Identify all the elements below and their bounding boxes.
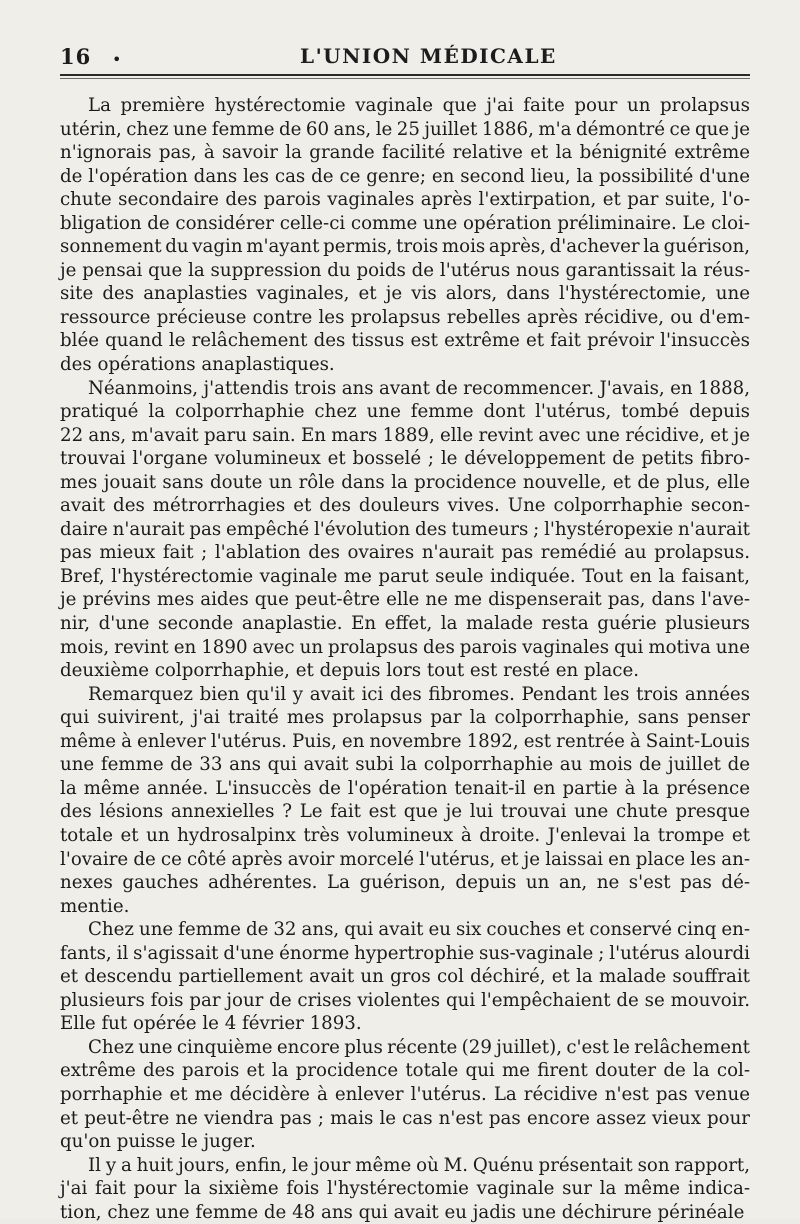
text-line: mois, revint en 1890 avec un prolapsus des parois vaginales qui motiva une bbox=[60, 636, 750, 658]
text-line: ressource précieuse contre les prolapsus rebelles après récidive, ou d'em- bbox=[60, 306, 750, 328]
text-line: Il y a huit jours, enfin, le jour même où M. Quénu présentait son rapport, bbox=[88, 1154, 750, 1176]
paragraph bbox=[60, 94, 750, 377]
paragraph bbox=[60, 918, 750, 1036]
header-rule bbox=[60, 74, 750, 76]
text-line: et descendu partiellement avait un gros col déchiré, et la malade souffrait bbox=[60, 966, 750, 988]
text-line: qui suivirent, j'ai traité mes prolapsus par la colporrhaphie, sans penser bbox=[60, 707, 750, 729]
text-line: des opérations anaplastiques. bbox=[60, 354, 335, 376]
text-line: nir, d'une seconde anaplastie. En effet, la malade resta guérie plusieurs bbox=[60, 613, 750, 635]
text-line: porrhaphie et me décidère à enlever l'utérus. La récidive n'est pas venue bbox=[60, 1083, 750, 1105]
text-line: 22 ans, m'avait paru sain. En mars 1889, elle revint avec une récidive, et je bbox=[60, 424, 750, 446]
paragraph bbox=[60, 683, 750, 918]
text-line: tion, chez une femme de 48 ans qui avait eu jadis une déchirure périnéale bbox=[60, 1201, 745, 1223]
text-line: pratiqué la colporrhaphie chez une femme dont l'utérus, tombé depuis bbox=[60, 401, 750, 423]
body-text bbox=[60, 94, 750, 1224]
page-header bbox=[60, 44, 750, 74]
text-line: sonnement du vagin m'ayant permis, trois mois après, d'achever la guérison, bbox=[60, 236, 750, 258]
text-line: des lésions annexielles ? Le fait est que je lui trouvai une chute presque bbox=[60, 801, 750, 823]
text-line: même à enlever l'utérus. Puis, en novembre 1892, est rentrée à Saint-Louis bbox=[60, 730, 750, 752]
text-line: et peut-être ne viendra pas ; mais le cas n'est pas encore assez vieux pour bbox=[60, 1107, 750, 1129]
text-line: Bref, l'hystérectomie vaginale me parut seule indiquée. Tout en la faisant, bbox=[60, 565, 750, 587]
text-line: plusieurs fois par jour de crises violentes qui l'empêchaient de se mouvoir. bbox=[60, 989, 750, 1011]
text-line: trouvai l'organe volumineux et bosselé ; le développement de petits fibro- bbox=[60, 448, 750, 470]
text-line: avait des métrorrhagies et des douleurs vives. Une colporrhaphie secon- bbox=[60, 495, 750, 517]
text-line: nexes gauches adhérentes. La guérison, depuis un an, ne s'est pas dé- bbox=[60, 872, 750, 894]
text-line: daire n'aurait pas empêché l'évolution des tumeurs ; l'hystéropexie n'aurait bbox=[60, 518, 750, 540]
text-line: site des anaplasties vaginales, et je vis alors, dans l'hystérectomie, une bbox=[60, 283, 750, 305]
text-line: de l'opération dans les cas de ce genre; en second lieu, la possibilité d'une bbox=[60, 165, 750, 187]
text-line: pas mieux fait ; l'ablation des ovaires n'aurait pas remédié au prolapsus. bbox=[60, 542, 750, 564]
text-line: deuxième colporrhaphie, et depuis lors tout est resté en place. bbox=[60, 660, 640, 682]
text-line: Chez une femme de 32 ans, qui avait eu six couches et conservé cinq en- bbox=[88, 919, 750, 941]
text-line: utérin, chez une femme de 60 ans, le 25 juillet 1886, m'a démontré ce que je bbox=[60, 118, 750, 140]
text-line: bligation de considérer celle-ci comme une opération préliminaire. Le cloi- bbox=[60, 212, 750, 234]
paragraph bbox=[60, 377, 750, 683]
paragraph bbox=[60, 1036, 750, 1154]
text-line: totale et un hydrosalpinx très volumineux à droite. J'enlevai la trompe et bbox=[60, 824, 750, 846]
running-head: L'UNION MÉDICALE bbox=[300, 44, 557, 68]
text-line: extrême des parois et la procidence totale qui me firent douter de la col- bbox=[60, 1060, 750, 1082]
text-line: chute secondaire des parois vaginales après l'extirpation, et par suite, l'o- bbox=[60, 189, 750, 211]
page-number: 16 bbox=[60, 44, 92, 69]
text-line: Remarquez bien qu'il y avait ici des fibromes. Pendant les trois années bbox=[88, 683, 750, 705]
header-dot: • bbox=[112, 50, 122, 69]
text-line: La première hystérectomie vaginale que j'ai faite pour un prolapsus bbox=[88, 95, 750, 116]
header-rule-thin bbox=[60, 78, 750, 79]
text-line: la même année. L'insuccès de l'opération tenait-il en partie à la présence bbox=[60, 777, 750, 799]
text-line: mentie. bbox=[60, 895, 130, 917]
text-line: Néanmoins, j'attendis trois ans avant de recommencer. J'avais, en 1888, bbox=[88, 377, 750, 399]
text-line: qu'on puisse le juger. bbox=[60, 1131, 256, 1153]
text-line: Chez une cinquième encore plus récente (29 juillet), c'est le relâchement bbox=[88, 1036, 750, 1058]
text-line: blée quand le relâchement des tissus est extrême et fait prévoir l'insuccès bbox=[60, 330, 750, 352]
text-line: j'ai fait pour la sixième fois l'hystérectomie vaginale sur la même indica- bbox=[60, 1178, 750, 1200]
paragraph bbox=[60, 1154, 750, 1224]
text-line: mes jouait sans doute un rôle dans la procidence nouvelle, et de plus, elle bbox=[60, 471, 750, 493]
text-line: n'ignorais pas, à savoir la grande facilité relative et la bénignité extrême bbox=[60, 142, 750, 164]
text-line: fants, il s'agissait d'une énorme hypertrophie sus-vaginale ; l'utérus alourdi bbox=[60, 942, 750, 964]
text-line: Elle fut opérée le 4 février 1893. bbox=[60, 1013, 362, 1035]
text-line: je pensai que la suppression du poids de l'utérus nous garantissait la réus- bbox=[60, 259, 750, 281]
text-line: une femme de 33 ans qui avait subi la colporrhaphie au mois de juillet de bbox=[60, 754, 750, 776]
text-line: je prévins mes aides que peut-être elle ne me dispenserait pas, dans l'ave- bbox=[60, 589, 750, 611]
text-line: l'ovaire de ce côté après avoir morcelé l'utérus, et je laissai en place les an- bbox=[60, 848, 750, 870]
